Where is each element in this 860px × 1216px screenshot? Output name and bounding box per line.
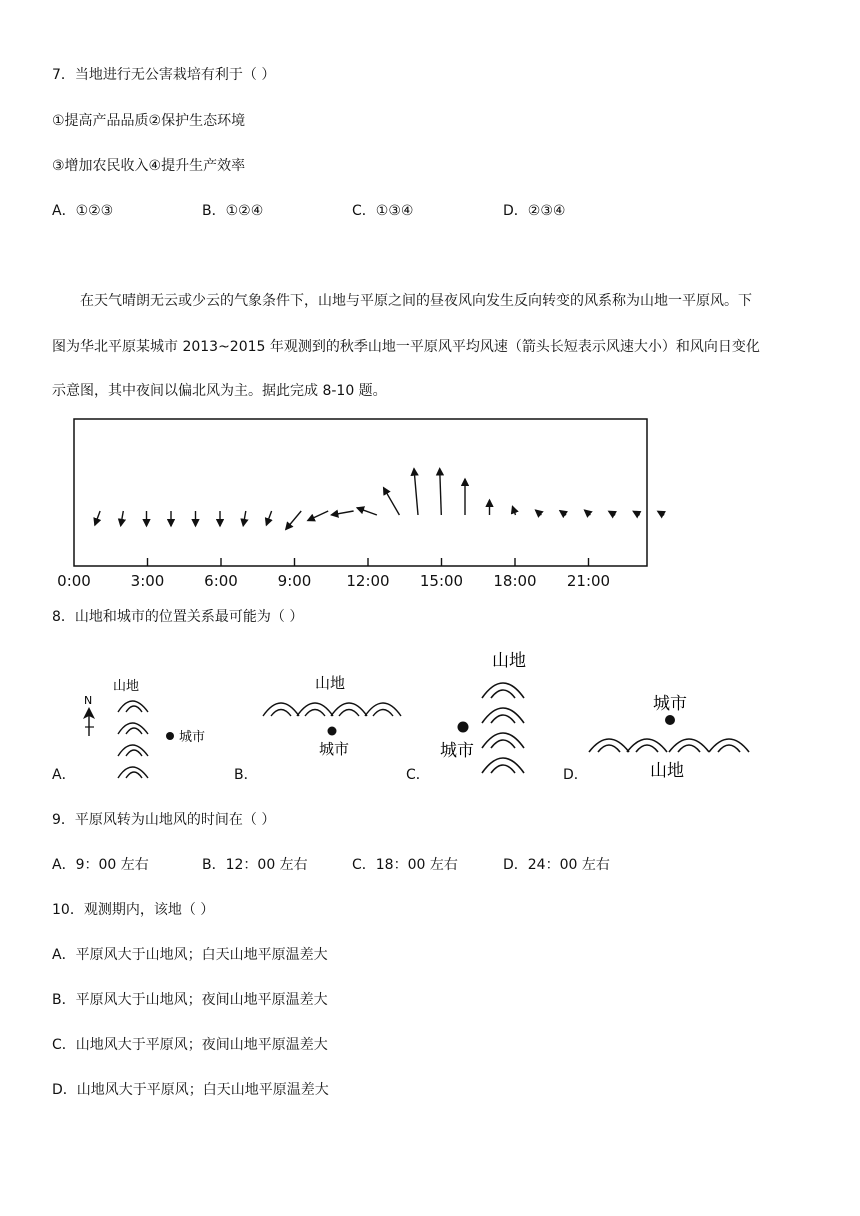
wind-vector [609,511,615,515]
wind-vector [633,511,639,515]
wind-vector [357,508,377,515]
x-tick-label: 0:00 [57,572,91,590]
q9-option-b[interactable]: B．12：00 左右 [202,857,308,873]
wind-vector [286,511,301,529]
city-label: 城市 [179,730,206,745]
city-label: 城市 [653,694,687,714]
wind-vector [121,511,124,526]
q10-option-a[interactable]: A．平原风大于山地风；白天山地平原温差大 [52,947,328,963]
q9-option-d[interactable]: D．24：00 左右 [503,857,610,873]
mountain-icons [263,703,401,716]
q8-option-a[interactable]: A． [52,767,76,783]
figure-a [83,678,205,778]
mountain-label: 山地 [315,674,346,692]
wind-vector [384,488,400,515]
x-tick-label: 12:00 [346,572,390,590]
q7-statement-1: ①提高产品品质②保护生态环境 [52,113,246,129]
q8-figures [0,640,860,790]
x-tick-label: 21:00 [566,572,611,590]
q7-stem: 7．当地进行无公害栽培有利于（ ） [52,67,276,83]
passage-line-1: 在天气晴朗无云或少云的气象条件下，山地与平原之间的昼夜风向发生反向转变的风系称为山地一平原风。下 [80,293,752,309]
mountain-label: 山地 [492,651,526,671]
mountain-label: 山地 [650,761,684,781]
q7-option-b[interactable]: B．①②④ [202,203,264,219]
q8-stem: 8．山地和城市的位置关系最可能为（ ） [52,609,304,625]
x-tick-label: 3:00 [130,572,165,590]
chart-frame [74,419,647,566]
city-dot [665,715,675,725]
q8-option-c[interactable]: C． [406,767,430,783]
passage-line-2: 图为华北平原某城市 2013~2015 年观测到的秋季山地一平原风平均风速（箭头长短表示风速大小）和风向日变化 [52,339,760,355]
wind-vector [414,469,418,515]
wind-vector [658,511,664,515]
mountain-label: 山地 [113,679,140,694]
q10-option-c[interactable]: C．山地风大于平原风；夜间山地平原温差大 [52,1037,328,1053]
wind-chart [0,410,860,600]
q9-option-c[interactable]: C．18：00 左右 [352,857,458,873]
figure-b [263,674,401,758]
x-tick-label: 6:00 [204,572,238,590]
x-tick-label: 18:00 [493,572,537,590]
north-arrow-icon [83,707,95,736]
q7-statement-2: ③增加农民收入④提升生产效率 [52,158,246,174]
city-label: 城市 [319,740,350,758]
q10-stem: 10．观测期内，该地（ ） [52,902,215,918]
north-label: N [84,694,93,707]
mountain-icons [589,739,749,752]
wind-vector [243,511,246,526]
city-dot [458,722,469,733]
q9-option-a[interactable]: A．9：00 左右 [52,857,149,873]
q7-option-a[interactable]: A．①②③ [52,203,114,219]
wind-vector [536,510,542,515]
passage-line-3: 示意图，其中夜间以偏北风为主。据此完成 8-10 题。 [52,383,387,399]
figure-d [589,694,749,781]
wind-vector [308,511,328,521]
q9-stem: 9．平原风转为山地风的时间在（ ） [52,812,276,828]
q8-option-d[interactable]: D． [563,767,588,783]
q10-option-b[interactable]: B．平原风大于山地风；夜间山地平原温差大 [52,992,328,1008]
mountain-icons [118,701,148,778]
city-dot [328,727,337,736]
city-label: 城市 [440,741,474,761]
wind-vector [513,507,516,516]
q7-option-d[interactable]: D．②③④ [503,203,566,219]
wind-vector [585,510,591,515]
wind-vector [266,511,271,525]
x-tick-label: 9:00 [277,572,312,590]
x-tick-label: 15:00 [419,572,464,590]
wind-vector [331,511,353,515]
q8-option-b[interactable]: B． [234,767,258,783]
q10-option-d[interactable]: D．山地风大于平原风；白天山地平原温差大 [52,1082,329,1098]
city-dot [166,732,174,740]
wind-vector [95,511,100,525]
wind-vector [440,469,442,516]
mountain-icons [482,683,524,773]
wind-vector [560,511,566,515]
q7-option-c[interactable]: C．①③④ [352,203,414,219]
figure-c [440,651,526,773]
